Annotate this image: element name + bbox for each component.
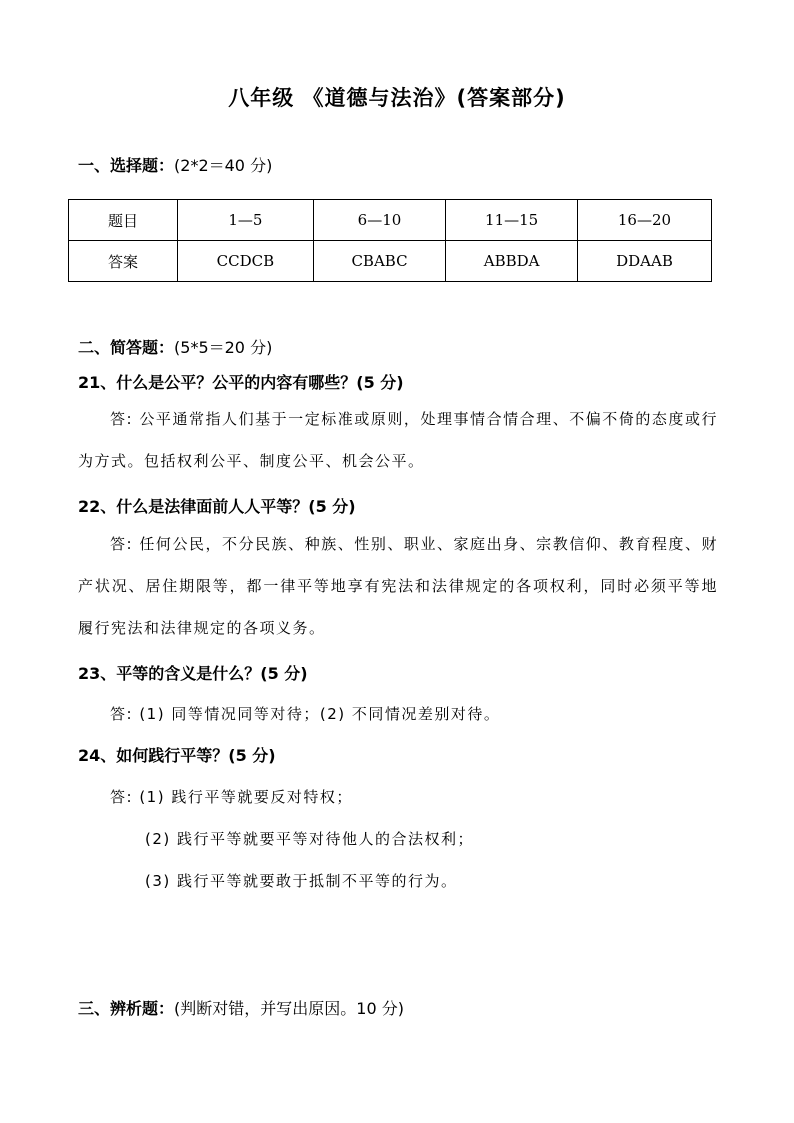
table-row-label: 答案 [69,241,178,282]
section1-heading-label: 一、选择题： [78,156,175,175]
section2-heading [78,335,272,358]
section3-heading [78,996,404,1019]
section2-heading-note: (5*5＝20 分) [174,338,273,357]
table-cell-answer: DDAAB [577,241,711,282]
question-21: 21、什么是公平？公平的内容有哪些？(5 分) [78,373,404,392]
answer-21: 答: 公平通常指人们基于一定标准或原则，处理事情合情合理、不偏不倚的态度或行为方式。包括权利公平、制度公平、机会公平。 [78,410,718,470]
table-cell-range: 6—10 [313,200,446,241]
table-cell-range: 1—5 [178,200,314,241]
answer-table [68,199,712,282]
answer-24-line-1: 答: (1) 践行平等就要反对特权； [110,788,353,806]
table-row [69,200,712,241]
table-cell-range: 11—15 [446,200,578,241]
section1-heading-note: (2*2＝40 分) [174,156,273,175]
answer-24-line-3: (3) 践行平等就要敢于抵制不平等的行为。 [145,872,458,890]
table-cell-range: 16—20 [577,200,711,241]
table-cell-answer: CCDCB [178,241,314,282]
question-23: 23、平等的含义是什么？(5 分) [78,664,308,683]
section3-heading-note: (判断对错，并写出原因。10 分) [174,999,404,1018]
section3-heading-label: 三、辨析题： [78,999,175,1018]
table-row-label: 题目 [69,200,178,241]
question-24: 24、如何践行平等？(5 分) [78,746,276,765]
section1-heading [78,153,272,176]
table-cell-answer: ABBDA [446,241,578,282]
table-cell-answer: CBABC [313,241,446,282]
question-22: 22、什么是法律面前人人平等？(5 分) [78,497,356,516]
answer-23: 答: (1) 同等情况同等对待；(2) 不同情况差别对待。 [110,705,501,723]
answer-22: 答: 任何公民，不分民族、种族、性别、职业、家庭出身、宗教信仰、教育程度、财产状况、居住期限等，都一律平等地享有宪法和法律规定的各项权利，同时必须平等地履行宪法和法律规定的各项义务。 [78,535,718,637]
section2-heading-label: 二、简答题： [78,338,175,357]
answer-24-line-2: (2) 践行平等就要平等对待他人的合法权利； [145,830,475,848]
table-row [69,241,712,282]
document-title: 八年级 《道德与法治》(答案部分) [228,86,566,110]
